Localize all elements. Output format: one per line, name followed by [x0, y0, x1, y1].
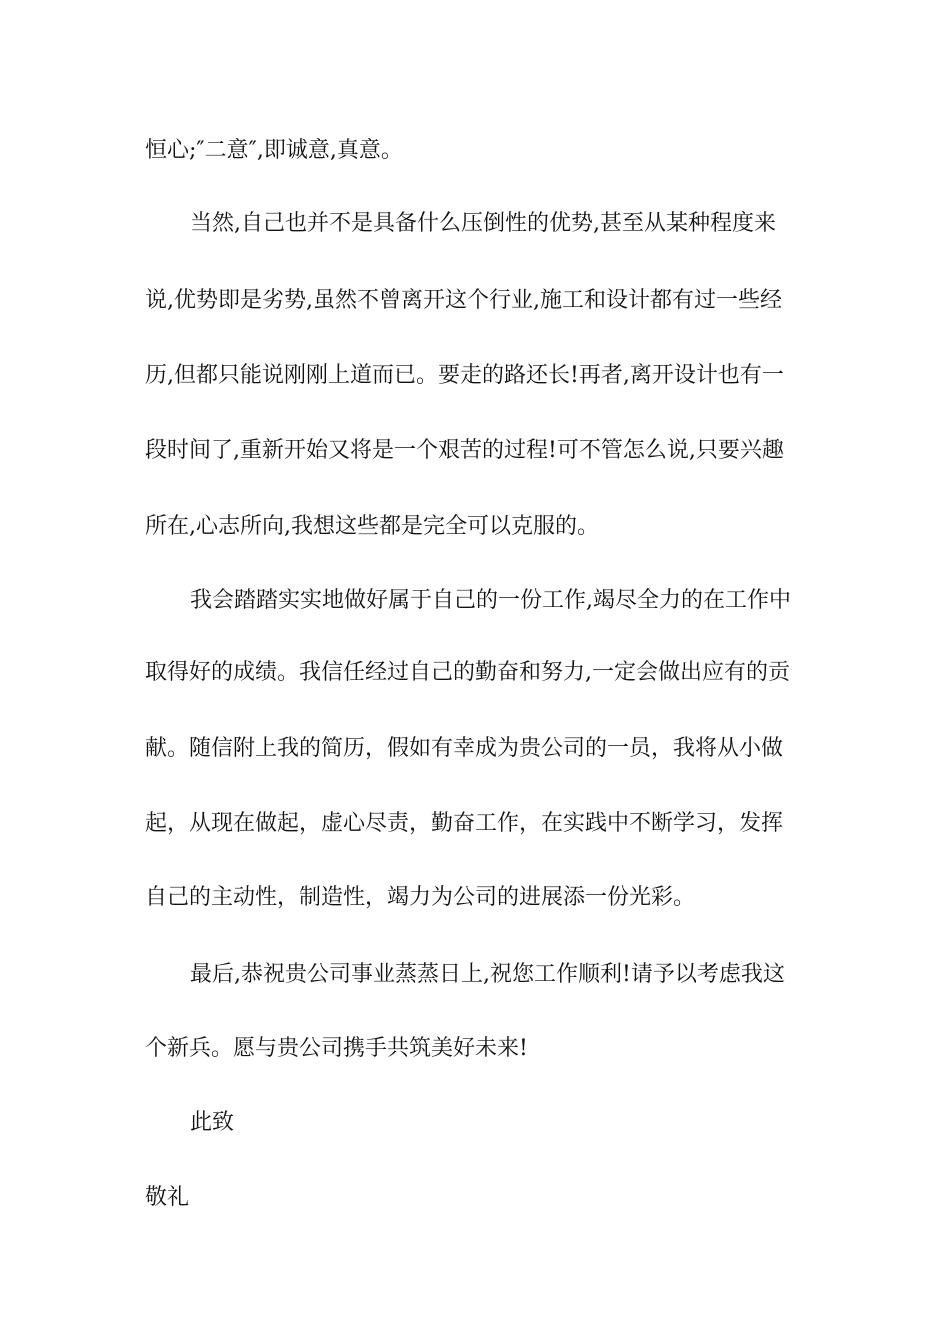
paragraph-start-line: 我会踏踏实实地做好属于自己的一份工作,竭尽全力的在工作中 — [190, 588, 791, 613]
text-line: 取得好的成绩。我信任经过自己的勤奋和努力,一定会做出应有的贡 — [145, 660, 790, 685]
text-line: 献。随信附上我的简历，假如有幸成为贵公司的一员，我将从小做 — [145, 736, 784, 761]
text-line: 个新兵。愿与贵公司携手共筑美好未来! — [145, 1036, 528, 1061]
text-line: 自己的主动性，制造性，竭力为公司的进展添一份光彩。 — [145, 885, 696, 910]
text-line: 说,优势即是劣势,虽然不曾离开这个行业,施工和设计都有过一些经 — [145, 288, 782, 313]
text-line: 起，从现在做起，虚心尽责，勤奋工作，在实践中不断学习，发挥 — [145, 811, 784, 836]
closing-salutation: 此致 — [190, 1110, 235, 1135]
text-line: 所在,心志所向,我想这些都是完全可以克服的。 — [145, 514, 599, 539]
closing-regards: 敬礼 — [145, 1185, 190, 1210]
paragraph-start-line: 最后,恭祝贵公司事业蒸蒸日上,祝您工作顺利!请予以考虑我这 — [190, 962, 785, 987]
text-line: 历,但都只能说刚刚上道而已。要走的路还长!再者,离开设计也有一 — [145, 363, 784, 388]
paragraph-start-line: 当然,自己也并不是具备什么压倒性的优势,甚至从某种程度来 — [190, 211, 776, 236]
text-line: 段时间了,重新开始又将是一个艰苦的过程!可不管怎么说,只要兴趣 — [145, 438, 784, 463]
text-line: 恒心;″二意″,即诚意,真意。 — [145, 138, 403, 163]
